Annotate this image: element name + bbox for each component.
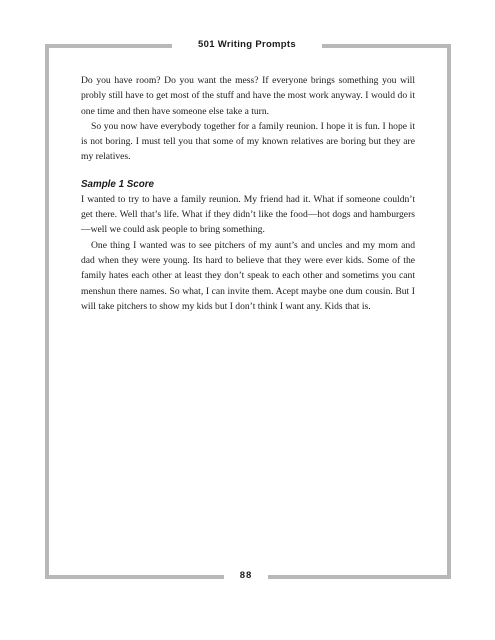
section-heading: Sample 1 Score xyxy=(81,178,154,190)
page-border-bottom-right xyxy=(268,575,451,579)
body-paragraph: One thing I wanted was to see pitchers of my aunt’s and uncles and my mom and dad when they were young. Its hard to believe that they were ever kids. Some of the family hates each other at least they don’t speak to each other and sometims you cant menshun there names. So what, I can invite them. Acept maybe one dum cousin. But I will take pitchers to show my kids but I don’t think I want any. Kids that is. xyxy=(81,239,415,312)
page-border-bottom-left xyxy=(45,575,224,579)
running-header: 501 Writing Prompts xyxy=(172,36,322,53)
body-paragraph: Do you have room? Do you want the mess? If everyone brings something you will probly still have to get most of the stuff and have the most work anyway. I would do it one time and then have someone else take a turn. xyxy=(81,75,415,117)
body-paragraph: So you now have everybody together for a family reunion. I hope it is fun. I hope it is not boring. I must tell you that some of my known relatives are boring but they are my relatives. xyxy=(81,120,415,163)
page-body xyxy=(81,73,415,314)
body-paragraph: I wanted to try to have a family reunion. My friend had it. What if someone couldn’t get there. Well that’s life. What if they didn’t like the food—hot dogs and hamburgers—well we could ask people to bring something. xyxy=(81,193,415,236)
page-number: 88 xyxy=(239,570,253,581)
